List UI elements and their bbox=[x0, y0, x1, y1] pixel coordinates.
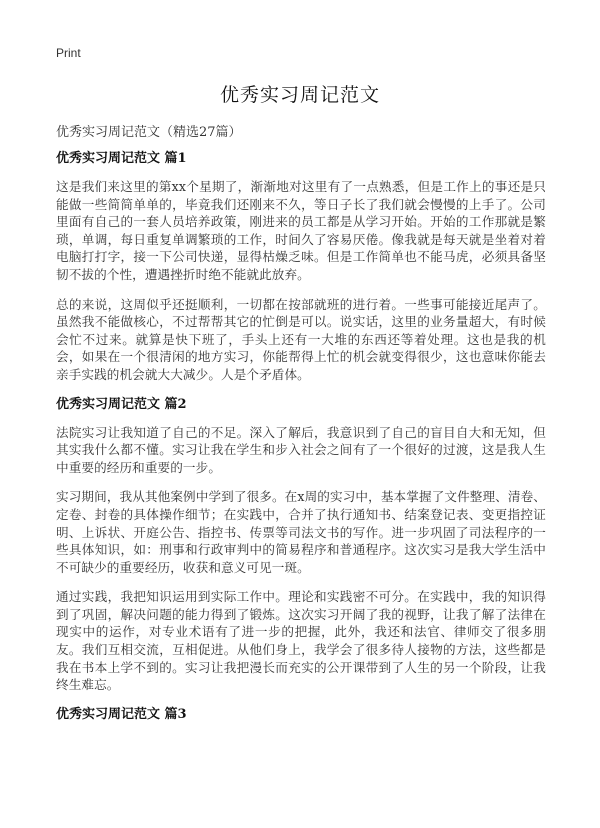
section-heading-3: 优秀实习周记范文 篇3 bbox=[56, 706, 187, 722]
document-subtitle: 优秀实习周记范文（精选27篇） bbox=[56, 125, 242, 140]
section-2-paragraph-1: 法院实习让我知道了自己的不足。深入了解后，我意识到了自己的盲目自大和无知，但其实我什么都不懂。实习让我在学生和步入社会之间有了一个很好的过渡，这是我人生中重要的经历和重要的一步。 bbox=[56, 424, 546, 475]
print-label[interactable]: Print bbox=[56, 46, 81, 60]
section-heading-2: 优秀实习周记范文 篇2 bbox=[56, 396, 187, 412]
section-1-paragraph-2: 总的来说，这周似乎还挺顺利，一切都在按部就班的进行着。一些事可能接近尾声了。虽然我不能做核心，不过帮帮其它的忙倒是可以。说实话，这里的业务量超大，有时候会忙不过来。就算是快下班了，手头上还有一大堆的东西还等着处理。这也是我的机会，如果在一个很清闲的地方实习，你能帮得上忙的机会就变得很少，这也意味你能去亲手实践的机会就大大减少。人是个矛盾体。 bbox=[56, 296, 546, 382]
section-2-paragraph-3: 通过实践，我把知识运用到实际工作中。理论和实践密不可分。在实践中，我的知识得到了巩固，解决问题的能力得到了锻炼。这次实习开阔了我的视野，让我了解了法律在现实中的运作，对专业术语有了进一步的把握，此外，我还和法官、律师交了很多朋友。我们互相交流，互相促进。从他们身上，我学会了很多待人接物的方法，这些都是我在书本上学不到的。实习让我把漫长而充实的公开课带到了人生的另一个阶段，让我终生难忘。 bbox=[56, 589, 546, 693]
section-2-paragraph-2: 实习期间，我从其他案例中学到了很多。在x周的实习中，基本掌握了文件整理、清卷、定卷、封卷的具体操作细节；在实践中，合并了执行通知书、结案登记表、变更指控证明、上诉状、开庭公告、指控书、传票等司法文书的写作。进一步巩固了司法程序的一些具体知识，如：刑事和行政审判中的简易程序和普通程序。这次实习是我大学生活中不可缺少的重要经历，收获和意义可见一斑。 bbox=[56, 489, 546, 575]
section-1-paragraph-1: 这是我们来这里的第xx个星期了，渐渐地对这里有了一点熟悉，但是工作上的事还是只能做一些简简单单的，毕竟我们还刚来不久，等日子长了我们就会慢慢的上手了。公司里面有自己的一套人员培养政策，刚进来的员工都是从学习开始。开始的工作那就是繁琐，单调，每日重复单调繁琐的工作，时间久了容易厌倦。像我就是每天就是坐着对着电脑打打字，接一下公司快递，显得枯燥乏味。但是工作简单也不能马虎，必须具备坚韧不拔的个性，遭遇挫折时绝不能就此放弃。 bbox=[56, 179, 546, 282]
document-title: 优秀实习周记范文 bbox=[219, 84, 380, 106]
document-body bbox=[56, 150, 546, 734]
section-heading-1: 优秀实习周记范文 篇1 bbox=[56, 151, 187, 166]
